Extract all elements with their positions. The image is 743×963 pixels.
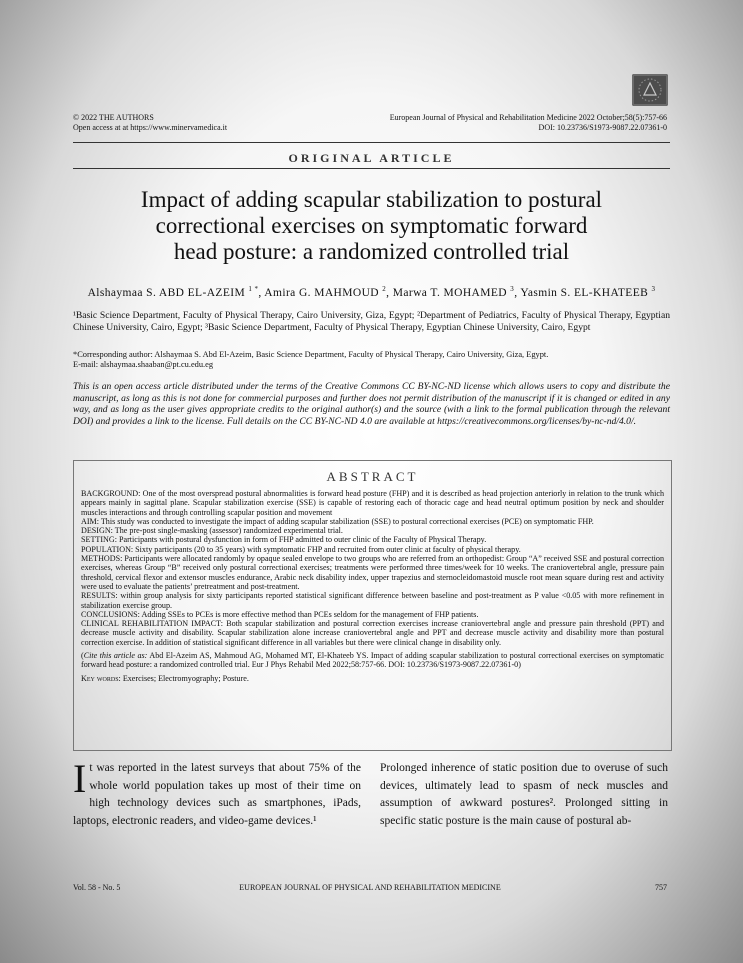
body-text-left: t was reported in the latest surveys that about 75% of the whole world population takes up most of their time on high technology devices such as smartphones, iPads, laptops, electronic readers, and video-game devices.¹	[73, 762, 361, 827]
section-label: ORIGINAL ARTICLE	[288, 151, 455, 165]
author-name: Yasmin S. EL-KHATEEB	[520, 286, 649, 299]
author-affiliation-mark: 3	[651, 285, 656, 293]
abstract-aim: AIM: This study was conducted to investigate the impact of adding scapular stabilization (SSE) to postural correctional exercises (PCE) on symptomatic FHP.	[81, 516, 594, 526]
keywords	[81, 674, 664, 683]
copyright: © 2022 THE AUTHORS	[73, 113, 154, 122]
corresponding-email[interactable]: E-mail: alshaymaa.shaaban@pt.cu.edu.eg	[73, 360, 214, 369]
abstract-conclusions: CONCLUSIONS: Adding SSEs to PCEs is more effective method than PCEs seldom for the management of FHP patients.	[81, 609, 479, 619]
citation-label: Cite this article as:	[83, 651, 148, 661]
open-access-note: Open access at at https://www.minervamedica.it	[73, 123, 228, 132]
keywords-text: Exercises; Electromyography; Posture.	[120, 673, 249, 683]
footer-volume: Vol. 58 - No. 5	[73, 883, 121, 892]
abstract-heading: ABSTRACT	[326, 469, 419, 484]
abstract-background: BACKGROUND: One of the most overspread postural abnormalities is forward head posture (FHP) and it is described as head projection anteriorly in relation to the trunk which appears mainly in sagittal plane. Scapular stabilization exercise (SSE) is capable of restoring each of thoracic cage and head neutral optimum position by neck and shoulder muscles interactions and through controlling scapular position and movement	[81, 489, 664, 517]
footer-page-number: 757	[655, 883, 667, 892]
citation-open-paren: (	[81, 651, 84, 661]
citation-text: Abd El-Azeim AS, Mahmoud AG, Mohamed MT, El-Khateeb YS. Impact of adding scapular stabilization to postural correctional exercises on symptomatic forward head posture: a randomized controlled trial. Eur J Phys Rehabil Med 2022;58:757-66. DOI: 10.23736/S1973-9087.22.07361-0)	[81, 651, 664, 670]
header-rule-bottom	[73, 168, 670, 169]
abstract-design: DESIGN: The pre-post single-masking (assessor) randomized experimental trial.	[81, 526, 343, 536]
author-affiliation-mark: 3	[510, 285, 515, 293]
author-name: Alshaymaa S. ABD EL-AZEIM	[87, 286, 246, 299]
abstract-clinical-impact: CLINICAL REHABILITATION IMPACT: Both scapular stabilization and postural correction exercises increase craniovertebral angle and pressure pain threshold (PPT) and decrease muscle activity and disability. Scapular stabilization alone increase craniovertebral angle and PPT and decrease muscle activity and disability more than postural correction exercise. In addition of statistical significant difference in all variables but there were clinical change in disability only.	[81, 619, 664, 647]
abstract-results: RESULTS: within group analysis for sixty participants reported statistical significant difference between baseline and post-treatment as P value <0.05 with more refinement in stabilization exercise group.	[81, 591, 664, 610]
author-affiliation-mark: 1 *	[248, 285, 259, 293]
citation-block	[81, 651, 664, 670]
abstract-methods: METHODS: Participants were allocated randomly by opaque sealed envelope to two groups who are referred from an orthopedist: Group “A” received SSE and postural correction exercises, whereas Group “B” received only postural correctional exercises; treatments were performed three times/week for 10 weeks. The craniovertebral angle, pressure pain threshold, cervical flexor and extensor muscles endurance, Arabic neck disability index, upper trapezius and sternocleidomastoid muscle root mean square during rest and activity were used to evaluate the patients’ pretreatment and post-treatment.	[81, 554, 664, 591]
author-name: Marwa T. MOHAMED	[392, 286, 507, 299]
title-line-1: Impact of adding scapular stabilization to postural	[140, 187, 603, 212]
header-left	[73, 113, 227, 133]
title-line-2: correctional exercises on symptomatic forward	[155, 213, 588, 238]
header-rule-top	[73, 142, 670, 143]
drop-cap: I	[73, 756, 87, 801]
journal-logo-icon	[632, 74, 668, 106]
author-name: Amira G. MAHMOUD	[264, 286, 379, 299]
abstract-population: POPULATION: Sixty participants (20 to 35 years) with symptomatic FHP and recruited from outer clinic at faculty of physical therapy.	[81, 544, 521, 554]
author-list: Alshaymaa S. ABD EL-AZEIM $^{1 *}$, Amira G. MAHMOUD $^2$, Marwa T. MOHAMED $^3$, Yasmin S. EL-KHATEEB $^3$	[87, 285, 656, 299]
abstract-setting: SETTING: Participants with postural dysfunction in form of FHP admitted to outer clinic of the Faculty of Physical Therapy.	[81, 535, 487, 545]
footer-journal: EUROPEAN JOURNAL OF PHYSICAL AND REHABILITATION MEDICINE	[239, 883, 501, 892]
license-statement: This is an open access article distributed under the terms of the Creative Commons CC BY-NC-ND license which allows users to copy and distribute the manuscript, as long as this is not done for commercial purposes and further does not permit distribution of the manuscript if it is changed or edited in any way, and as long as the user gives appropriate credits to the original author(s) and the source (with a link to the formal publication through the relevant DOI) and provides a link to the license. Full details on the CC BY-NC-ND 4.0 are available at https://creativecommons.org/licenses/by-nc-nd/4.0/.	[73, 381, 670, 427]
corresponding-author	[73, 350, 670, 370]
abstract-box	[73, 460, 672, 751]
corresponding-author-line: *Corresponding author: Alshaymaa S. Abd El-Azeim, Basic Science Department, Faculty of Physical Therapy, Cairo University, Giza, Egypt.	[73, 350, 549, 359]
header-right	[390, 113, 667, 133]
keywords-label: Key words:	[81, 673, 121, 683]
title-line-3: head posture: a randomized controlled trial	[173, 239, 570, 264]
journal-citation: European Journal of Physical and Rehabilitation Medicine 2022 October;58(5):757-66	[389, 113, 667, 122]
affiliations: ¹Basic Science Department, Faculty of Physical Therapy, Cairo University, Giza, Egypt; ²Department of Pediatrics, Faculty of Physical Therapy, Egyptian Chinese University, Cairo, Egypt; ³Basic Science Department, Faculty of Physical Therapy, Egyptian Chinese University, Cairo, Egypt	[73, 310, 670, 333]
doi: DOI: 10.23736/S1973-9087.22.07361-0	[538, 123, 667, 132]
article-title	[73, 187, 670, 265]
author-affiliation-mark: 2	[382, 285, 387, 293]
body-column-right: Prolonged inherence of static position due to overuse of such devices, ultimately lead to spasm of neck muscles and assumption of awkward postures². Prolonged sitting in specific static posture is the main cause of postural ab-	[380, 762, 668, 827]
body-column-left	[73, 756, 361, 830]
